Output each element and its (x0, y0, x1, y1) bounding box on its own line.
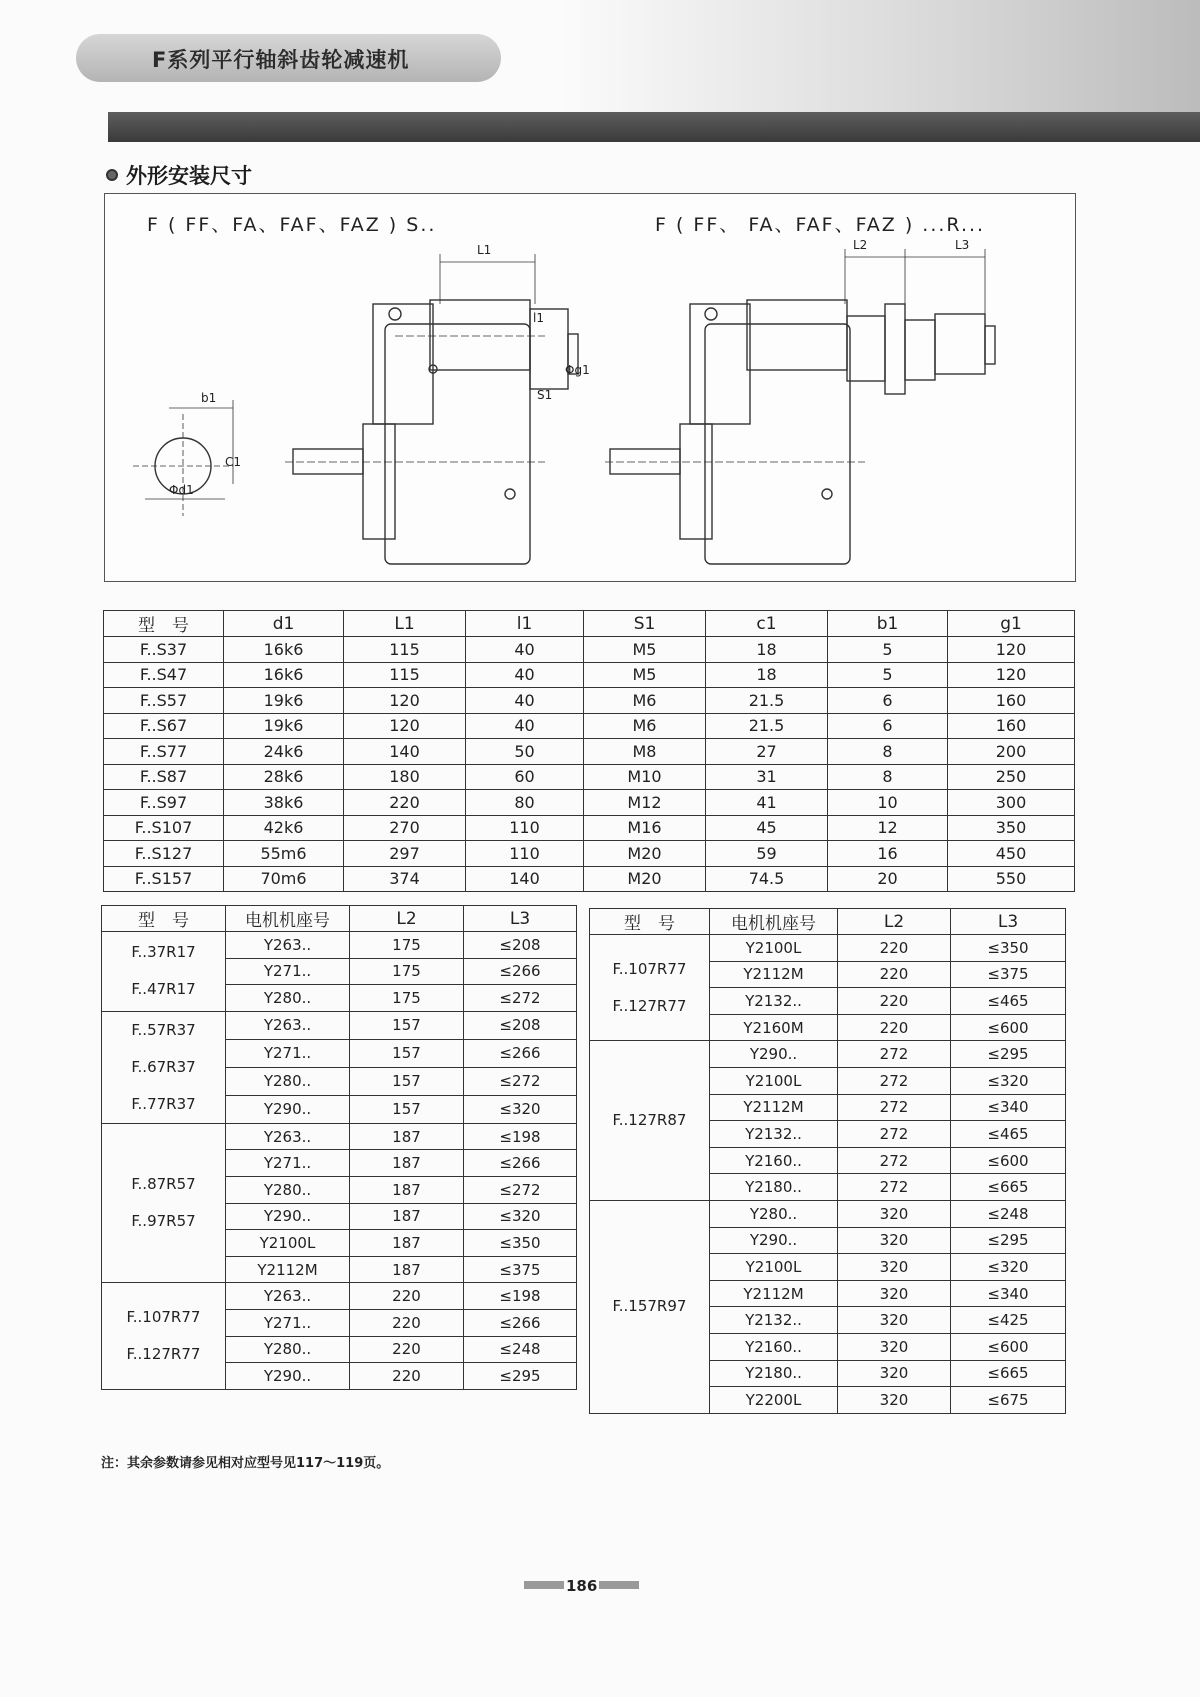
column-header: L2 (838, 909, 951, 935)
table-cell: ≤665 (951, 1174, 1066, 1201)
table-cell: 16k6 (224, 637, 344, 663)
table-cell: F..S37 (104, 637, 224, 663)
table-cell: Y290.. (710, 1041, 838, 1068)
table-cell: Y280.. (710, 1200, 838, 1227)
model-group-cell (102, 1011, 226, 1123)
table-cell: Y271.. (226, 1039, 350, 1067)
table-cell: 220 (838, 1014, 951, 1041)
model-name: F..67R37 (131, 1057, 196, 1076)
table-cell: Y2180.. (710, 1174, 838, 1201)
column-header: L1 (344, 611, 466, 637)
column-header: L3 (951, 909, 1066, 935)
table-row (590, 1200, 1066, 1227)
table-cell: F..S67 (104, 713, 224, 739)
table-cell: 175 (350, 932, 464, 959)
table-cell: 157 (350, 1039, 464, 1067)
table-cell: Y2112M (226, 1256, 350, 1283)
table-cell: 120 (344, 688, 466, 714)
table-cell: Y280.. (226, 1176, 350, 1203)
table-cell: 12 (828, 815, 948, 841)
table-cell: 187 (350, 1203, 464, 1230)
table-cell: 320 (838, 1333, 951, 1360)
table-cell: F..S107 (104, 815, 224, 841)
table-header-row (102, 906, 577, 932)
table-cell: 220 (350, 1336, 464, 1363)
table-cell: 220 (344, 790, 466, 816)
table-cell: 19k6 (224, 713, 344, 739)
table-cell: ≤248 (464, 1336, 577, 1363)
table-cell: 8 (828, 764, 948, 790)
page-bar-left (524, 1581, 564, 1589)
model-name: F..57R37 (131, 1020, 196, 1039)
table-cell: Y2112M (710, 1094, 838, 1121)
table-cell: 74.5 (706, 866, 828, 892)
table-cell: 297 (344, 841, 466, 867)
table-cell: 6 (828, 713, 948, 739)
table-cell: 157 (350, 1011, 464, 1039)
table-cell: ≤266 (464, 1150, 577, 1177)
column-header: L3 (464, 906, 577, 932)
table-cell: M6 (584, 713, 706, 739)
table-cell: M20 (584, 841, 706, 867)
table-cell: ≤465 (951, 1121, 1066, 1148)
label-L3: L3 (955, 238, 970, 252)
table-cell: 320 (838, 1200, 951, 1227)
table-cell: ≤375 (464, 1256, 577, 1283)
model-name: F..157R97 (612, 1297, 687, 1316)
table-cell: 157 (350, 1067, 464, 1095)
table-cell: M5 (584, 637, 706, 663)
model-name: F..97R57 (131, 1212, 196, 1231)
table-cell: Y263.. (226, 1283, 350, 1310)
label-L2: L2 (853, 238, 868, 252)
table-row (104, 739, 1075, 765)
table-cell: Y271.. (226, 1150, 350, 1177)
table-cell: 220 (838, 935, 951, 962)
table-cell: 19k6 (224, 688, 344, 714)
model-group-cell (590, 1200, 710, 1413)
header-bar (108, 112, 1200, 142)
model-group-cell (102, 932, 226, 1012)
table-cell: ≤665 (951, 1360, 1066, 1387)
table-cell: 374 (344, 866, 466, 892)
table-row (590, 935, 1066, 962)
table-cell: ≤320 (464, 1203, 577, 1230)
table-cell: ≤350 (464, 1230, 577, 1257)
page-number (522, 1577, 641, 1595)
model-name: F..77R37 (131, 1094, 196, 1113)
table-cell: Y2112M (710, 961, 838, 988)
table-cell: ≤266 (464, 1309, 577, 1336)
table-cell: 272 (838, 1174, 951, 1201)
model-name: F..47R17 (131, 980, 196, 999)
table-cell: 250 (948, 764, 1075, 790)
table-cell: F..S127 (104, 841, 224, 867)
table-cell: F..S97 (104, 790, 224, 816)
table-cell: 110 (466, 841, 584, 867)
table-cell: ≤675 (951, 1387, 1066, 1414)
table-cell: ≤375 (951, 961, 1066, 988)
table-cell: ≤295 (464, 1363, 577, 1390)
bullet-icon (106, 169, 118, 181)
table-cell: Y2132.. (710, 1307, 838, 1334)
table-cell: 50 (466, 739, 584, 765)
table-cell: Y290.. (226, 1363, 350, 1390)
table-cell: ≤272 (464, 985, 577, 1012)
table-cell: 28k6 (224, 764, 344, 790)
column-header: l1 (466, 611, 584, 637)
table-cell: ≤340 (951, 1094, 1066, 1121)
section-title (106, 160, 252, 190)
table-cell: 140 (466, 866, 584, 892)
footnote: 注：其余参数请参见相对应型号见117～119页。 (101, 1456, 390, 1471)
table-cell: 220 (350, 1363, 464, 1390)
table-cell: 41 (706, 790, 828, 816)
table-cell: ≤600 (951, 1333, 1066, 1360)
column-header: d1 (224, 611, 344, 637)
table-cell: ≤248 (951, 1200, 1066, 1227)
table-cell: Y271.. (226, 1309, 350, 1336)
model-name: F..107R77 (612, 959, 687, 978)
table-cell: ≤208 (464, 1011, 577, 1039)
table-cell: 272 (838, 1147, 951, 1174)
table-cell: Y2112M (710, 1280, 838, 1307)
table-cell: ≤266 (464, 958, 577, 985)
table-row (104, 764, 1075, 790)
table-cell: Y290.. (226, 1095, 350, 1123)
model-name: F..107R77 (126, 1308, 201, 1327)
table-cell: F..S157 (104, 866, 224, 892)
table-cell: M5 (584, 662, 706, 688)
dimension-drawing (104, 193, 1076, 582)
table-row (104, 713, 1075, 739)
table-cell: M10 (584, 764, 706, 790)
table-cell: 157 (350, 1095, 464, 1123)
table-cell: F..S47 (104, 662, 224, 688)
page-number-text: 186 (566, 1577, 598, 1595)
column-header: b1 (828, 611, 948, 637)
table-cell: 21.5 (706, 688, 828, 714)
table-cell: 8 (828, 739, 948, 765)
table-cell: 320 (838, 1254, 951, 1281)
table-cell: Y271.. (226, 958, 350, 985)
table-cell: 300 (948, 790, 1075, 816)
model-name: F..87R57 (131, 1175, 196, 1194)
table-cell: 220 (350, 1309, 464, 1336)
table-cell: 320 (838, 1387, 951, 1414)
table-cell: 31 (706, 764, 828, 790)
table-cell: 42k6 (224, 815, 344, 841)
table-cell: Y263.. (226, 1123, 350, 1150)
table-cell: 120 (948, 662, 1075, 688)
table-cell: M6 (584, 688, 706, 714)
table-cell: ≤350 (951, 935, 1066, 962)
header-title: F系列平行轴斜齿轮减速机 (152, 48, 410, 72)
table-cell: 55m6 (224, 841, 344, 867)
label-l1: l1 (533, 311, 544, 325)
table-cell: 187 (350, 1176, 464, 1203)
table-cell: 24k6 (224, 739, 344, 765)
table-cell: 16k6 (224, 662, 344, 688)
table-cell: 40 (466, 713, 584, 739)
table-cell: ≤600 (951, 1014, 1066, 1041)
label-g1: Φg1 (565, 363, 590, 377)
table-cell: Y2160.. (710, 1333, 838, 1360)
model-name: F..37R17 (131, 943, 196, 962)
table-cell: 350 (948, 815, 1075, 841)
table-cell: 16 (828, 841, 948, 867)
table-cell: 120 (344, 713, 466, 739)
table-cell: F..S87 (104, 764, 224, 790)
table-cell: 21.5 (706, 713, 828, 739)
table-cell: 40 (466, 688, 584, 714)
table-cell: Y2200L (710, 1387, 838, 1414)
table-cell: 18 (706, 637, 828, 663)
table-cell: 320 (838, 1280, 951, 1307)
table-cell: F..S77 (104, 739, 224, 765)
table-row (104, 662, 1075, 688)
table-cell: ≤208 (464, 932, 577, 959)
table-cell: 320 (838, 1307, 951, 1334)
table-cell: F..S57 (104, 688, 224, 714)
table-row (104, 637, 1075, 663)
table-cell: Y2160M (710, 1014, 838, 1041)
table-cell: Y2132.. (710, 1121, 838, 1148)
label-b1: b1 (201, 391, 217, 405)
table-row (102, 1123, 577, 1150)
caption-s-type: F ( FF、FA、FAF、FAZ ) S.. (147, 214, 437, 236)
column-header: 型 号 (104, 611, 224, 637)
table-cell: ≤295 (951, 1227, 1066, 1254)
table-cell: Y290.. (226, 1203, 350, 1230)
column-header: 型 号 (590, 909, 710, 935)
table-cell: ≤600 (951, 1147, 1066, 1174)
table-cell: 220 (350, 1283, 464, 1310)
model-group-cell (590, 935, 710, 1041)
table-cell: 115 (344, 662, 466, 688)
motor-table-right (589, 908, 1066, 1414)
table-cell: 45 (706, 815, 828, 841)
table-row (104, 866, 1075, 892)
page-bar-right (599, 1581, 639, 1589)
label-c1: C1 (225, 455, 242, 469)
table-cell: Y280.. (226, 1067, 350, 1095)
model-name: F..127R77 (126, 1345, 201, 1364)
model-name: F..127R77 (612, 996, 687, 1015)
label-d1: Φd1 (169, 483, 194, 497)
table-row (104, 790, 1075, 816)
table-cell: Y263.. (226, 932, 350, 959)
table-cell: ≤320 (464, 1095, 577, 1123)
model-name: F..127R87 (612, 1111, 687, 1130)
table-cell: 80 (466, 790, 584, 816)
table-cell: 160 (948, 713, 1075, 739)
table-cell: 6 (828, 688, 948, 714)
table-cell: ≤425 (951, 1307, 1066, 1334)
table-cell: ≤272 (464, 1176, 577, 1203)
table-cell: 220 (838, 961, 951, 988)
table-cell: ≤320 (951, 1254, 1066, 1281)
table-cell: 270 (344, 815, 466, 841)
table-row (102, 1283, 577, 1310)
table-cell: 38k6 (224, 790, 344, 816)
table-cell: 5 (828, 662, 948, 688)
table-row (104, 841, 1075, 867)
table-cell: Y2132.. (710, 988, 838, 1015)
table-cell: Y2100L (226, 1230, 350, 1257)
table-row (104, 688, 1075, 714)
table-cell: 27 (706, 739, 828, 765)
table-header-row (104, 611, 1075, 637)
table-cell: 110 (466, 815, 584, 841)
table-cell: 187 (350, 1123, 464, 1150)
column-header: 电机机座号 (710, 909, 838, 935)
table-cell: 187 (350, 1256, 464, 1283)
table-cell: 272 (838, 1121, 951, 1148)
table-cell: 20 (828, 866, 948, 892)
table-cell: 59 (706, 841, 828, 867)
column-header: S1 (584, 611, 706, 637)
table-cell: ≤465 (951, 988, 1066, 1015)
table-cell: Y2160.. (710, 1147, 838, 1174)
label-S1: S1 (537, 388, 553, 402)
column-header: c1 (706, 611, 828, 637)
table-cell: 140 (344, 739, 466, 765)
dimension-table-s (103, 610, 1075, 892)
table-cell: 40 (466, 662, 584, 688)
table-cell: 120 (948, 637, 1075, 663)
model-group-cell (590, 1041, 710, 1201)
table-cell: 40 (466, 637, 584, 663)
caption-r-type: F ( FF、 FA、FAF、FAZ ) ...R... (655, 214, 986, 236)
table-cell: 175 (350, 958, 464, 985)
motor-table-left (101, 905, 577, 1390)
table-cell: 70m6 (224, 866, 344, 892)
table-cell: 272 (838, 1067, 951, 1094)
table-cell: ≤266 (464, 1039, 577, 1067)
table-cell: 450 (948, 841, 1075, 867)
table-cell: 115 (344, 637, 466, 663)
table-cell: 5 (828, 637, 948, 663)
table-cell: ≤198 (464, 1283, 577, 1310)
table-cell: Y280.. (226, 985, 350, 1012)
table-row (102, 1011, 577, 1039)
table-cell: M16 (584, 815, 706, 841)
column-header: g1 (948, 611, 1075, 637)
table-cell: Y290.. (710, 1227, 838, 1254)
table-row (590, 1041, 1066, 1068)
table-cell: ≤272 (464, 1067, 577, 1095)
table-cell: 320 (838, 1360, 951, 1387)
table-cell: 10 (828, 790, 948, 816)
gearbox-drawing (105, 194, 1075, 581)
table-cell: 187 (350, 1150, 464, 1177)
table-cell: M20 (584, 866, 706, 892)
model-group-cell (102, 1283, 226, 1389)
column-header: 电机机座号 (226, 906, 350, 932)
table-cell: ≤198 (464, 1123, 577, 1150)
table-cell: 272 (838, 1041, 951, 1068)
table-cell: Y263.. (226, 1011, 350, 1039)
table-cell: Y2100L (710, 1067, 838, 1094)
table-cell: 180 (344, 764, 466, 790)
table-row (102, 932, 577, 959)
column-header: 型 号 (102, 906, 226, 932)
table-row (104, 815, 1075, 841)
table-cell: 60 (466, 764, 584, 790)
table-cell: 550 (948, 866, 1075, 892)
table-cell: 18 (706, 662, 828, 688)
table-cell: 187 (350, 1230, 464, 1257)
column-header: L2 (350, 906, 464, 932)
table-cell: ≤340 (951, 1280, 1066, 1307)
table-cell: Y2100L (710, 935, 838, 962)
table-cell: ≤295 (951, 1041, 1066, 1068)
table-cell: 220 (838, 988, 951, 1015)
table-cell: 175 (350, 985, 464, 1012)
table-cell: 160 (948, 688, 1075, 714)
model-group-cell (102, 1123, 226, 1283)
table-cell: 200 (948, 739, 1075, 765)
table-cell: M8 (584, 739, 706, 765)
section-title-text: 外形安装尺寸 (126, 164, 252, 188)
table-cell: 320 (838, 1227, 951, 1254)
table-cell: Y2100L (710, 1254, 838, 1281)
table-header-row (590, 909, 1066, 935)
table-cell: ≤320 (951, 1067, 1066, 1094)
table-cell: Y2180.. (710, 1360, 838, 1387)
table-cell: Y280.. (226, 1336, 350, 1363)
table-cell: M12 (584, 790, 706, 816)
table-cell: 272 (838, 1094, 951, 1121)
header-decoration (560, 0, 1200, 112)
label-L1: L1 (477, 243, 492, 257)
